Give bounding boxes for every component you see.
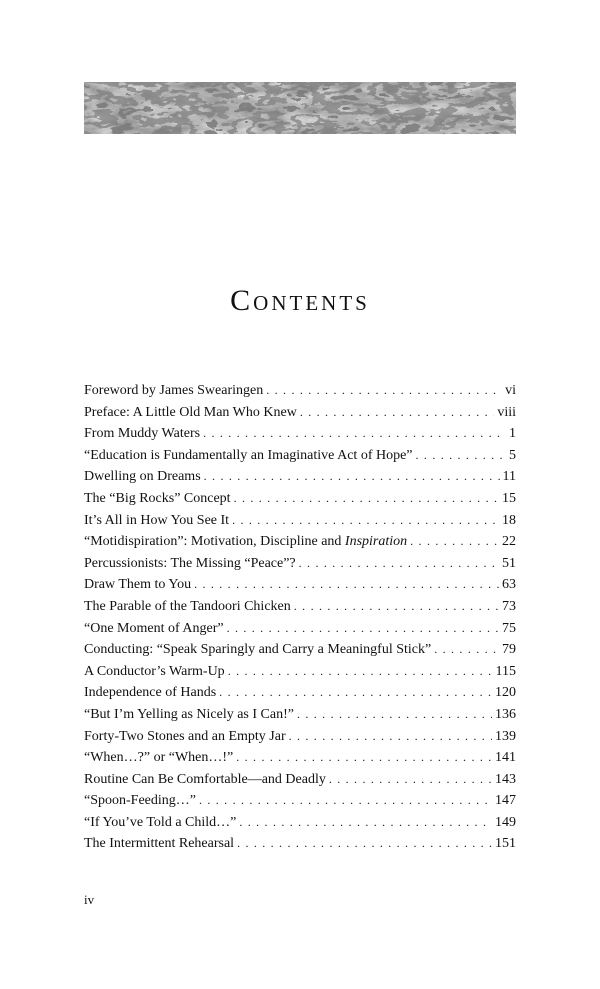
toc-entry bbox=[84, 423, 516, 445]
toc-entry bbox=[84, 596, 516, 618]
toc-entry-title: “Motidispiration”: Motivation, Discipline and Inspiration bbox=[84, 534, 408, 550]
marble-texture bbox=[84, 82, 516, 134]
toc-entry bbox=[84, 531, 516, 553]
toc-entry-page: vi bbox=[505, 383, 516, 398]
toc-entry-page: 136 bbox=[495, 706, 516, 722]
toc-entry bbox=[84, 682, 516, 704]
toc-entry-page: 18 bbox=[502, 512, 516, 528]
dot-leader bbox=[227, 618, 499, 640]
toc-entry-title: Percussionists: The Missing “Peace”? bbox=[84, 555, 296, 571]
toc-entry bbox=[84, 769, 516, 791]
toc-entry-title: “If You’ve Told a Child…” bbox=[84, 814, 237, 830]
dot-leader bbox=[297, 704, 492, 726]
toc-entry-title: Draw Them to You bbox=[84, 577, 192, 593]
toc-entry-title: Conducting: “Speak Sparingly and Carry a Meaningful Stick” bbox=[84, 642, 432, 658]
toc-entry-page: 149 bbox=[495, 814, 516, 830]
table-of-contents bbox=[84, 380, 516, 855]
dot-leader bbox=[232, 510, 499, 532]
dot-leader bbox=[410, 531, 499, 553]
toc-entry-page: 5 bbox=[509, 447, 516, 463]
toc-entry-page: 147 bbox=[495, 793, 516, 809]
dot-leader bbox=[416, 445, 506, 467]
toc-entry-page: 120 bbox=[495, 685, 516, 701]
toc-entry bbox=[84, 574, 516, 596]
toc-entry bbox=[84, 488, 516, 510]
toc-entry-page: 1 bbox=[509, 426, 516, 442]
toc-entry bbox=[84, 639, 516, 661]
toc-entry-title: The Parable of the Tandoori Chicken bbox=[84, 598, 291, 614]
toc-entry-title: From Muddy Waters bbox=[84, 426, 201, 442]
toc-entry-page: 115 bbox=[495, 663, 516, 679]
toc-entry-title: The Intermittent Rehearsal bbox=[84, 836, 235, 852]
toc-entry-title: “But I’m Yelling as Nicely as I Can!” bbox=[84, 706, 294, 722]
toc-entry bbox=[84, 704, 516, 726]
dot-leader bbox=[199, 790, 492, 812]
dot-leader bbox=[239, 812, 492, 834]
dot-leader bbox=[300, 402, 495, 424]
toc-entry-page: 63 bbox=[502, 577, 516, 593]
toc-entry-title: Foreword by James Swearingen bbox=[84, 383, 264, 398]
toc-entry bbox=[84, 553, 516, 575]
page-title: Contents bbox=[230, 284, 370, 317]
toc-entry-page: 151 bbox=[495, 836, 516, 852]
toc-entry-title: It’s All in How You See It bbox=[84, 512, 230, 528]
toc-entry bbox=[84, 747, 516, 769]
toc-entry bbox=[84, 661, 516, 683]
dot-leader bbox=[266, 380, 502, 402]
dot-leader bbox=[203, 423, 506, 445]
toc-entry-title: “Education is Fundamentally an Imaginative Act of Hope” bbox=[84, 447, 413, 463]
dot-leader bbox=[234, 488, 499, 510]
toc-entry bbox=[84, 402, 516, 424]
toc-entry-page: 143 bbox=[495, 771, 516, 787]
dot-leader bbox=[237, 833, 492, 855]
toc-entry bbox=[84, 812, 516, 834]
toc-entry-title: Dwelling on Dreams bbox=[84, 469, 201, 485]
toc-entry-title: “When…?” or “When…!” bbox=[84, 750, 234, 766]
marbled-banner bbox=[84, 82, 516, 134]
page-number: iv bbox=[84, 892, 95, 907]
dot-leader bbox=[228, 661, 493, 683]
toc-entry bbox=[84, 790, 516, 812]
toc-entry-page: viii bbox=[497, 404, 516, 420]
toc-entry bbox=[84, 466, 516, 488]
toc-entry bbox=[84, 833, 516, 855]
toc-entry bbox=[84, 445, 516, 467]
dot-leader bbox=[236, 747, 492, 769]
dot-leader bbox=[434, 639, 499, 661]
toc-entry bbox=[84, 510, 516, 532]
dot-leader bbox=[329, 769, 492, 791]
toc-entry-title: The “Big Rocks” Concept bbox=[84, 490, 231, 506]
toc-entry-page: 73 bbox=[502, 598, 516, 614]
toc-entry-title: A Conductor’s Warm-Up bbox=[84, 663, 225, 679]
toc-entry-page: 75 bbox=[502, 620, 516, 636]
toc-entry-title: “Spoon-Feeding…” bbox=[84, 793, 196, 809]
dot-leader bbox=[194, 574, 499, 596]
dot-leader bbox=[204, 466, 500, 488]
dot-leader bbox=[219, 682, 492, 704]
toc-entry-title: Preface: A Little Old Man Who Knew bbox=[84, 404, 297, 420]
toc-entry bbox=[84, 726, 516, 748]
toc-entry-page: 139 bbox=[495, 728, 516, 744]
dot-leader bbox=[299, 553, 499, 575]
toc-entry-title-italic: Inspiration bbox=[344, 534, 408, 550]
toc-entry-page: 22 bbox=[502, 534, 516, 550]
toc-entry-page: 15 bbox=[502, 490, 516, 506]
toc-entry-title: Routine Can Be Comfortable—and Deadly bbox=[84, 771, 326, 787]
toc-entry-page: 51 bbox=[502, 555, 516, 571]
toc-entry-title: Independence of Hands bbox=[84, 685, 217, 701]
toc-entry-page: 79 bbox=[502, 642, 516, 658]
toc-entry-page: 141 bbox=[495, 750, 516, 766]
dot-leader bbox=[289, 726, 492, 748]
toc-entry bbox=[84, 618, 516, 640]
dot-leader bbox=[294, 596, 499, 618]
toc-entry-page: 11 bbox=[502, 469, 516, 485]
toc-entry bbox=[84, 380, 516, 402]
toc-entry-title: “One Moment of Anger” bbox=[84, 620, 224, 636]
toc-entry-title: Forty-Two Stones and an Empty Jar bbox=[84, 728, 286, 744]
